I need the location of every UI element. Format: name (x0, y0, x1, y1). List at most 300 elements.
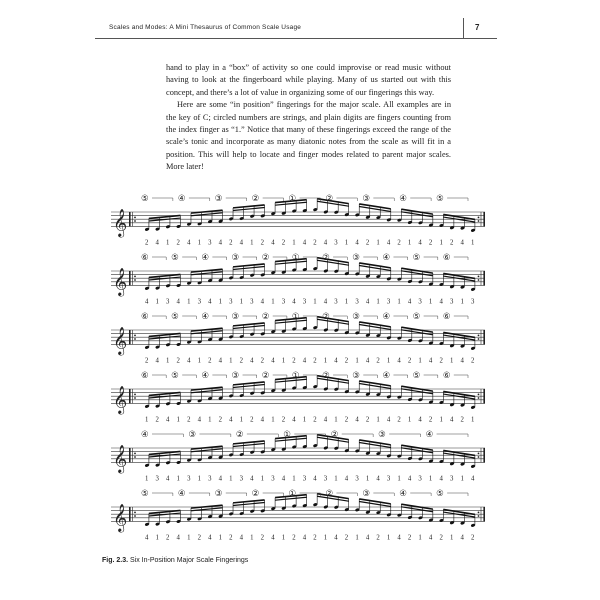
finger-number: 1 (187, 298, 191, 306)
finger-number: 4 (302, 357, 307, 365)
repeat-dot (134, 512, 136, 514)
string-number: ⑤ (412, 253, 421, 263)
finger-number: 4 (323, 298, 328, 306)
finger-number: 3 (386, 475, 391, 483)
string-number: ⑥ (442, 371, 451, 381)
finger-number: 4 (302, 239, 307, 247)
treble-clef-icon: 𝄞 (113, 267, 128, 296)
finger-number: 4 (239, 239, 244, 247)
string-number: ④ (201, 253, 209, 263)
finger-number: 1 (439, 416, 443, 424)
music-staff-1 (111, 194, 485, 246)
finger-number: 4 (239, 534, 244, 542)
finger-number: 3 (323, 475, 328, 483)
page-number: 7 (475, 23, 480, 32)
finger-number: 2 (197, 534, 201, 542)
note-beam (359, 322, 391, 327)
finger-number: 4 (334, 534, 338, 542)
note-beam (401, 504, 433, 509)
finger-number: 2 (229, 239, 233, 247)
finger-number: 2 (376, 534, 380, 542)
repeat-dot (134, 220, 136, 222)
string-number: ⑥ (141, 253, 149, 263)
note-beam (443, 217, 475, 222)
finger-number: 2 (439, 534, 443, 542)
string-number: ③ (378, 430, 386, 440)
string-number: ④ (177, 489, 186, 499)
finger-number: 1 (449, 534, 454, 542)
finger-number: 4 (218, 357, 223, 365)
finger-number: 3 (449, 475, 454, 483)
note-beam (443, 509, 475, 514)
finger-number: 2 (471, 357, 475, 365)
note-beam (359, 499, 391, 504)
finger-number: 2 (428, 416, 433, 424)
repeat-dot (478, 394, 480, 396)
string-number: ② (251, 489, 260, 499)
finger-number: 2 (176, 239, 180, 247)
repeat-dot (478, 453, 480, 455)
finger-number: 4 (187, 357, 191, 365)
finger-number: 4 (471, 475, 475, 483)
finger-number: 1 (239, 416, 244, 424)
finger-number: 2 (407, 357, 412, 365)
finger-number: 4 (418, 239, 422, 247)
string-number: ② (325, 194, 334, 204)
repeat-start-barline (129, 212, 131, 226)
finger-number: 1 (292, 239, 296, 247)
string-number: ③ (214, 489, 223, 499)
note-beam (401, 327, 433, 332)
note-beam (443, 450, 475, 455)
finger-number: 4 (323, 239, 328, 247)
note-beam (443, 335, 475, 340)
finger-number: 2 (376, 357, 380, 365)
finger-number: 1 (271, 298, 275, 306)
string-number: ② (325, 489, 334, 499)
treble-clef-icon: 𝄞 (113, 444, 128, 473)
repeat-dot (478, 338, 480, 340)
finger-number: 1 (166, 239, 170, 247)
finger-number: 2 (439, 357, 443, 365)
finger-number: 2 (145, 239, 149, 247)
header-divider (463, 18, 464, 38)
repeat-dot (134, 453, 136, 455)
figure-caption (102, 557, 248, 564)
repeat-dot (478, 276, 480, 278)
finger-number: 1 (176, 416, 180, 424)
string-number: ⑤ (171, 371, 179, 381)
finger-number: 4 (260, 416, 265, 424)
finger-number: 1 (145, 475, 149, 483)
note-beam (359, 502, 391, 507)
repeat-dot (478, 515, 480, 517)
finger-number: 3 (355, 298, 359, 306)
finger-number: 3 (197, 298, 201, 306)
finger-number: 3 (281, 298, 286, 306)
string-number: ② (261, 253, 270, 263)
finger-number: 4 (176, 534, 180, 542)
finger-number: 1 (355, 357, 359, 365)
string-number: ④ (201, 312, 209, 322)
finger-number: 1 (407, 239, 412, 247)
finger-number: 1 (471, 239, 475, 247)
repeat-dot (134, 217, 136, 219)
finger-number: 2 (407, 534, 412, 542)
finger-number: 2 (176, 357, 180, 365)
string-number: ③ (231, 253, 240, 263)
finger-number: 1 (271, 416, 275, 424)
repeat-dot (478, 397, 480, 399)
finger-number: 1 (239, 298, 244, 306)
finger-number: 3 (239, 475, 244, 483)
finger-number: 1 (386, 534, 391, 542)
finger-number: 1 (386, 357, 391, 365)
note-beam (359, 263, 391, 268)
string-number: ⑤ (141, 489, 149, 499)
string-number: ④ (399, 489, 407, 499)
paragraph-2: Here are some “in position” fingerings for the major scale. All examples are in the key of C; circled numbers are strings, and plain digits are fingers counting from the index finger as “1.” Notice that many of these fingerings exceed the range of the scale’s tonic and incorporate as many diatonic notes from the scale as will fit in a position. This will help to locate and finger modes related to parent major scales. More later! (166, 100, 451, 172)
note-beam (401, 448, 433, 453)
repeat-start-barline (129, 389, 131, 403)
finger-number: 2 (344, 357, 349, 365)
note-beam (359, 443, 391, 448)
string-number: ① (283, 430, 291, 440)
finger-number: 1 (260, 475, 265, 483)
finger-number: 1 (439, 239, 443, 247)
music-staff-6 (111, 489, 485, 541)
finger-number: 1 (376, 416, 380, 424)
note-beam (401, 209, 433, 214)
figure-label: Fig. 2.3. (102, 557, 129, 564)
repeat-end-barline (483, 330, 485, 344)
finger-number: 1 (197, 357, 201, 365)
note-beam (359, 266, 391, 271)
string-number: ⑤ (436, 489, 444, 499)
finger-number: 1 (460, 475, 464, 483)
finger-number: 2 (397, 239, 401, 247)
finger-number: 4 (271, 239, 275, 247)
string-number: ② (322, 253, 330, 263)
string-number: ① (291, 371, 300, 381)
finger-number: 4 (460, 534, 464, 542)
finger-number: 4 (397, 357, 401, 365)
finger-number: 4 (460, 357, 464, 365)
repeat-dot (134, 456, 136, 458)
finger-number: 1 (376, 239, 380, 247)
finger-number: 2 (260, 239, 265, 247)
finger-number: 2 (460, 416, 464, 424)
finger-number: 4 (460, 239, 464, 247)
finger-number: 4 (260, 298, 265, 306)
finger-number: 4 (271, 534, 275, 542)
finger-number: 4 (386, 239, 391, 247)
finger-number: 1 (365, 475, 370, 483)
finger-number: 1 (407, 416, 412, 424)
finger-number: 1 (250, 239, 254, 247)
string-number: ② (261, 371, 270, 381)
finger-number: 2 (313, 534, 317, 542)
finger-number: 4 (292, 298, 296, 306)
finger-number: 3 (471, 298, 475, 306)
finger-number: 4 (218, 239, 223, 247)
string-number: ⑤ (141, 194, 149, 204)
finger-number: 4 (376, 475, 380, 483)
finger-number: 4 (428, 357, 433, 365)
note-beam (443, 332, 475, 337)
finger-number: 1 (281, 357, 286, 365)
finger-number: 3 (208, 475, 212, 483)
repeat-end-barline (483, 271, 485, 285)
finger-number: 4 (407, 298, 412, 306)
finger-number: 3 (250, 298, 254, 306)
repeat-dot (134, 279, 136, 281)
finger-number: 4 (145, 298, 149, 306)
finger-number: 2 (155, 416, 159, 424)
finger-number: 4 (439, 298, 443, 306)
finger-number: 4 (166, 416, 170, 424)
finger-number: 4 (418, 416, 422, 424)
note-beam (359, 207, 391, 212)
finger-number: 4 (155, 357, 159, 365)
finger-number: 1 (229, 357, 233, 365)
finger-number: 3 (355, 475, 359, 483)
string-number: ② (322, 312, 330, 322)
finger-number: 1 (155, 534, 159, 542)
repeat-dot (478, 456, 480, 458)
string-number: ③ (352, 253, 360, 263)
finger-number: 1 (313, 298, 317, 306)
finger-number: 4 (407, 475, 412, 483)
finger-number: 3 (302, 475, 307, 483)
repeat-end-barline (483, 507, 485, 521)
finger-number: 2 (250, 416, 254, 424)
string-number: ① (288, 194, 297, 204)
note-beam (401, 271, 433, 276)
finger-number: 3 (187, 475, 191, 483)
finger-number: 4 (208, 534, 212, 542)
finger-number: 4 (250, 357, 254, 365)
finger-number: 1 (155, 298, 159, 306)
note-beam (443, 276, 475, 281)
finger-number: 1 (176, 475, 180, 483)
finger-number: 1 (197, 475, 201, 483)
finger-number: 1 (323, 534, 328, 542)
finger-number: 1 (428, 298, 433, 306)
finger-number: 1 (397, 298, 401, 306)
music-staff-5 (111, 430, 485, 482)
finger-number: 1 (197, 239, 201, 247)
finger-number: 4 (302, 534, 307, 542)
finger-number: 3 (302, 298, 307, 306)
string-number: ④ (382, 371, 391, 381)
finger-number: 1 (376, 298, 380, 306)
finger-number: 3 (418, 298, 422, 306)
finger-number: 4 (218, 475, 223, 483)
body-text (166, 62, 451, 174)
finger-number: 4 (449, 416, 454, 424)
finger-number: 1 (250, 534, 254, 542)
string-number: ③ (231, 371, 240, 381)
repeat-dot (134, 394, 136, 396)
finger-number: 2 (260, 357, 265, 365)
finger-number: 2 (428, 239, 433, 247)
finger-number: 1 (449, 357, 454, 365)
finger-number: 1 (460, 298, 464, 306)
repeat-end-barline (483, 212, 485, 226)
note-beam (443, 453, 475, 458)
finger-number: 4 (281, 475, 286, 483)
note-beam (443, 394, 475, 399)
treble-clef-icon: 𝄞 (113, 208, 128, 237)
string-number: ⑤ (171, 312, 179, 322)
string-number: ③ (352, 371, 360, 381)
finger-number: 1 (355, 534, 359, 542)
string-number: ⑥ (442, 312, 451, 322)
finger-number: 2 (208, 357, 212, 365)
finger-number: 3 (386, 298, 391, 306)
string-number: ③ (362, 489, 370, 499)
string-number: ③ (188, 430, 197, 440)
note-beam (401, 330, 433, 335)
finger-number: 2 (449, 239, 454, 247)
repeat-start-barline (129, 507, 131, 521)
finger-number: 1 (428, 475, 433, 483)
finger-number: 2 (397, 416, 401, 424)
running-title: Scales and Modes: A Mini Thesaurus of Common Scale Usage (109, 24, 302, 31)
string-number: ⑤ (412, 371, 421, 381)
note-beam (359, 440, 391, 445)
finger-number: 3 (449, 298, 454, 306)
finger-number: 1 (208, 416, 212, 424)
finger-number: 4 (355, 239, 359, 247)
finger-number: 2 (239, 357, 244, 365)
finger-number: 1 (418, 357, 422, 365)
note-beam (443, 214, 475, 219)
repeat-start-barline (129, 330, 131, 344)
finger-number: 2 (313, 239, 317, 247)
note-beam (359, 381, 391, 386)
note-beam (359, 204, 391, 209)
finger-number: 4 (271, 357, 275, 365)
finger-number: 2 (365, 416, 370, 424)
repeat-dot (134, 515, 136, 517)
finger-number: 3 (155, 475, 159, 483)
note-beam (401, 389, 433, 394)
string-number: ④ (382, 253, 391, 263)
finger-number: 4 (334, 357, 338, 365)
note-beam (401, 268, 433, 273)
finger-number: 1 (344, 239, 349, 247)
finger-number: 4 (397, 534, 401, 542)
finger-number: 4 (208, 298, 212, 306)
running-header (95, 18, 497, 39)
finger-number: 2 (166, 534, 170, 542)
note-beam (443, 512, 475, 517)
string-number: ⑤ (171, 253, 179, 263)
string-number: ② (261, 312, 270, 322)
repeat-dot (478, 512, 480, 514)
finger-number: 1 (334, 475, 338, 483)
finger-number: 4 (155, 239, 159, 247)
finger-number: 2 (313, 357, 317, 365)
finger-number: 3 (418, 475, 422, 483)
string-number: ③ (231, 312, 240, 322)
repeat-start-barline (129, 448, 131, 462)
finger-number: 1 (334, 416, 338, 424)
finger-number: 1 (418, 534, 422, 542)
note-beam (359, 325, 391, 330)
string-number: ⑤ (436, 194, 444, 204)
finger-number: 4 (229, 416, 233, 424)
string-number: ① (291, 253, 300, 263)
repeat-dot (478, 220, 480, 222)
paragraph-1: hand to play in a “box” of activity so one could improvise or read music without having to look at the fingerboard while playing. Many of us started out with this concept, and there’s a lot of value in organizing some of our fingerings this way. (166, 63, 451, 97)
finger-number: 1 (166, 357, 170, 365)
figure-caption-text: Six In-Position Major Scale Fingerings (130, 557, 249, 564)
finger-number: 1 (187, 534, 191, 542)
finger-number: 4 (166, 475, 170, 483)
finger-number: 2 (313, 416, 317, 424)
note-beam (401, 507, 433, 512)
string-number: ① (288, 489, 297, 499)
finger-number: 2 (281, 239, 286, 247)
note-beam (401, 212, 433, 217)
finger-number: 4 (439, 475, 443, 483)
string-number: ③ (352, 312, 360, 322)
finger-number: 1 (344, 298, 349, 306)
finger-number: 4 (355, 416, 359, 424)
finger-number: 2 (344, 416, 349, 424)
finger-number: 2 (281, 416, 286, 424)
finger-number: 2 (292, 534, 296, 542)
finger-number: 4 (313, 475, 317, 483)
finger-number: 1 (218, 534, 223, 542)
finger-number: 2 (365, 239, 370, 247)
finger-number: 2 (260, 534, 265, 542)
string-number: ④ (399, 194, 407, 204)
string-number: ⑥ (141, 371, 149, 381)
note-beam (443, 391, 475, 396)
string-number: ⑥ (141, 312, 149, 322)
treble-clef-icon: 𝄞 (113, 385, 128, 414)
string-number: ④ (201, 371, 209, 381)
string-number: ④ (382, 312, 391, 322)
finger-number: 1 (218, 298, 223, 306)
string-number: ④ (141, 430, 149, 440)
note-beam (401, 386, 433, 391)
finger-number: 1 (471, 416, 475, 424)
finger-number: 2 (344, 534, 349, 542)
repeat-dot (134, 276, 136, 278)
string-number: ④ (425, 430, 434, 440)
string-number: ② (251, 194, 260, 204)
repeat-dot (134, 338, 136, 340)
treble-clef-icon: 𝄞 (113, 326, 128, 355)
finger-number: 4 (365, 534, 370, 542)
finger-number: 3 (208, 239, 212, 247)
finger-number: 1 (323, 357, 328, 365)
treble-clef-icon: 𝄞 (113, 503, 128, 532)
string-number: ③ (214, 194, 223, 204)
repeat-dot (134, 335, 136, 337)
string-number: ④ (177, 194, 186, 204)
string-number: ⑤ (412, 312, 421, 322)
finger-number: 1 (397, 475, 401, 483)
repeat-end-barline (483, 448, 485, 462)
finger-number: 1 (281, 534, 286, 542)
finger-number: 3 (334, 239, 338, 247)
